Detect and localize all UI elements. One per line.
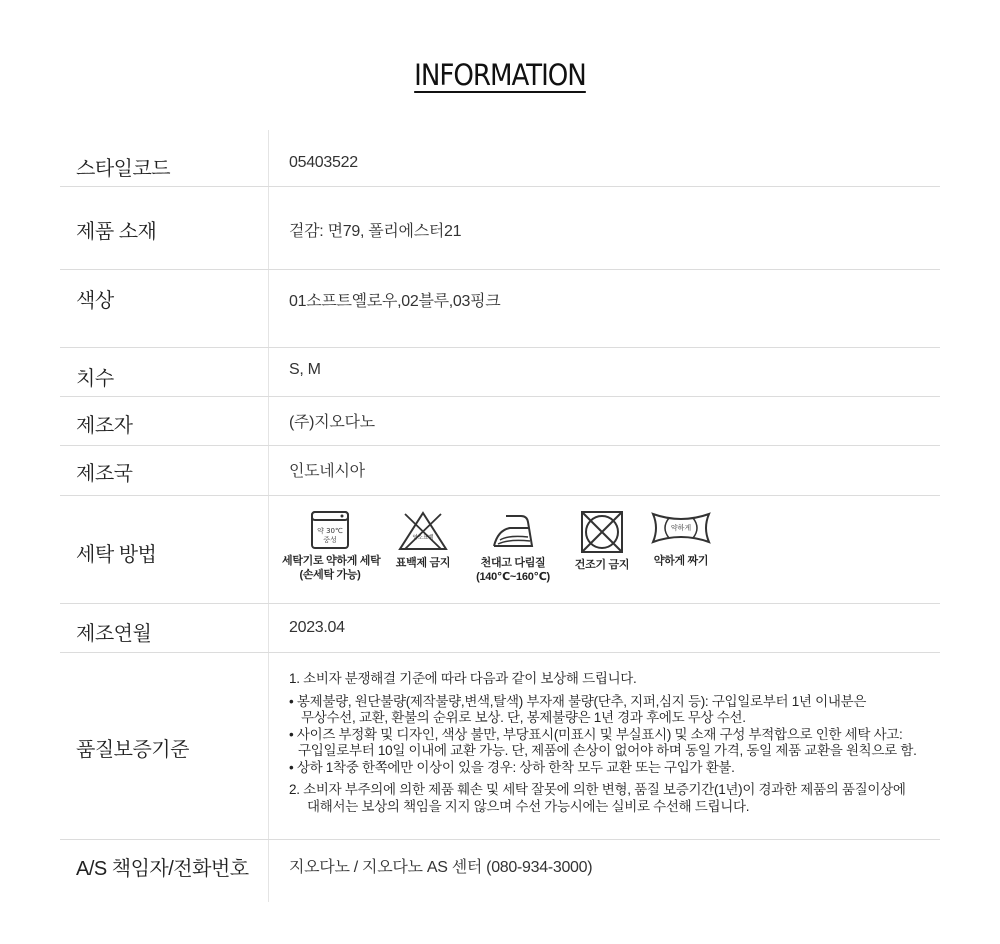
row-date — [60, 604, 940, 653]
row-size — [60, 348, 940, 397]
label-country: 제조국 — [76, 463, 133, 485]
wash-caption-dryer: 건조기 금지 — [574, 559, 630, 571]
page-title-wrap — [0, 58, 1000, 92]
quality-text — [289, 671, 939, 815]
wash-icon-group-dryer — [566, 510, 638, 572]
label-material: 제품 소재 — [76, 221, 157, 243]
no-dryer-icon — [580, 510, 624, 554]
value-country: 인도네시아 — [289, 463, 365, 480]
quality-bullet-1a: • 봉제불량, 원단불량(제작불량,변색,탈색) 부자재 불량(단추, 지퍼,심지 등): 구입일로부터 1년 이내분은 — [289, 693, 867, 709]
value-color: 01소프트옐로우,02블루,03핑크 — [289, 293, 501, 310]
label-maker: 제조자 — [76, 415, 133, 437]
wash-caption-iron: 천대고 다림질 — [480, 557, 546, 569]
label-as: A/S 책임자/전화번호 — [76, 858, 249, 880]
value-size: S, M — [289, 361, 321, 378]
wash-icon-group-iron — [468, 510, 558, 584]
label-date: 제조연월 — [76, 623, 152, 645]
quality-bullet-2b: 구입일로부터 10일 이내에 교환 가능. 단, 제품에 손상이 없어야 하며 동일 가격, 동일 제품 교환을 원칙으로 함. — [298, 743, 917, 758]
iron-icon — [488, 510, 538, 552]
wash-icon-group-wring — [646, 510, 716, 568]
row-color — [60, 270, 940, 348]
wash-icon-group-bleach — [388, 510, 458, 570]
value-style-code: 05403522 — [289, 154, 358, 171]
washer-icon-detergent: 중성 — [323, 536, 337, 544]
wash-caption-machine: 세탁기로 약하게 세탁 — [282, 555, 381, 567]
wash-caption-wring: 약하게 짜기 — [653, 555, 709, 567]
quality-bullet-1b: 무상수선, 교환, 환불의 순위로 보상. 단, 봉제불량은 1년 경과 후에도 무상 수선. — [301, 710, 746, 725]
label-color: 색상 — [76, 290, 114, 312]
washer-icon — [310, 510, 350, 550]
label-wash: 세탁 방법 — [76, 544, 157, 566]
row-as — [60, 840, 940, 902]
quality-bullet-2a: • 사이즈 부정확 및 디자인, 색상 불만, 부당표시(미표시 및 부실표시) 및 소재 구성 부적합으로 인한 세탁 사고: — [289, 726, 903, 742]
quality-item-1: 1. 소비자 분쟁해결 기준에 따라 다음과 같이 보상해 드립니다. — [289, 671, 637, 686]
row-material — [60, 187, 940, 270]
gentle-wring-icon — [651, 510, 711, 546]
value-material: 겉감: 면79, 폴리에스터21 — [289, 223, 462, 240]
row-wash — [60, 496, 940, 604]
wash-caption-iron-sub: (140℃~160℃) — [476, 571, 550, 583]
row-maker — [60, 397, 940, 446]
row-quality — [60, 653, 940, 840]
wash-caption-machine-sub: (손세탁 가능) — [299, 569, 361, 581]
wash-caption-bleach: 표백제 금지 — [395, 557, 451, 569]
no-bleach-icon — [397, 510, 449, 552]
label-quality: 품질보증기준 — [76, 739, 189, 761]
value-maker: (주)지오다노 — [289, 414, 375, 431]
wash-icon-group-machine — [282, 510, 381, 582]
row-country — [60, 446, 940, 496]
label-size: 치수 — [76, 368, 114, 390]
quality-item-2a: 2. 소비자 부주의에 의한 제품 훼손 및 세탁 잘못에 의한 변형, 품질 보증기간(1년)이 경과한 제품의 품질이상에 — [289, 782, 906, 797]
gentle-wring-icon-text: 약하게 — [670, 524, 692, 532]
quality-bullet-3: • 상하 1착중 한쪽에만 이상이 있을 경우: 상하 한착 모두 교환 또는 구입가 환불. — [289, 759, 735, 775]
quality-item-2b: 대해서는 보상의 책임을 지지 않으며 수선 가능시에는 실비로 수선해 드립니다. — [307, 798, 750, 814]
row-style-code — [60, 130, 940, 187]
value-date: 2023.04 — [289, 619, 345, 636]
value-as: 지오다노 / 지오다노 AS 센터 (080-934-3000) — [289, 859, 593, 876]
label-style-code: 스타일코드 — [76, 158, 171, 180]
no-bleach-icon-text: 염소표백 — [412, 535, 434, 541]
page-title: INFORMATION — [414, 58, 586, 92]
washer-icon-temp: 약 30℃ — [317, 527, 343, 535]
